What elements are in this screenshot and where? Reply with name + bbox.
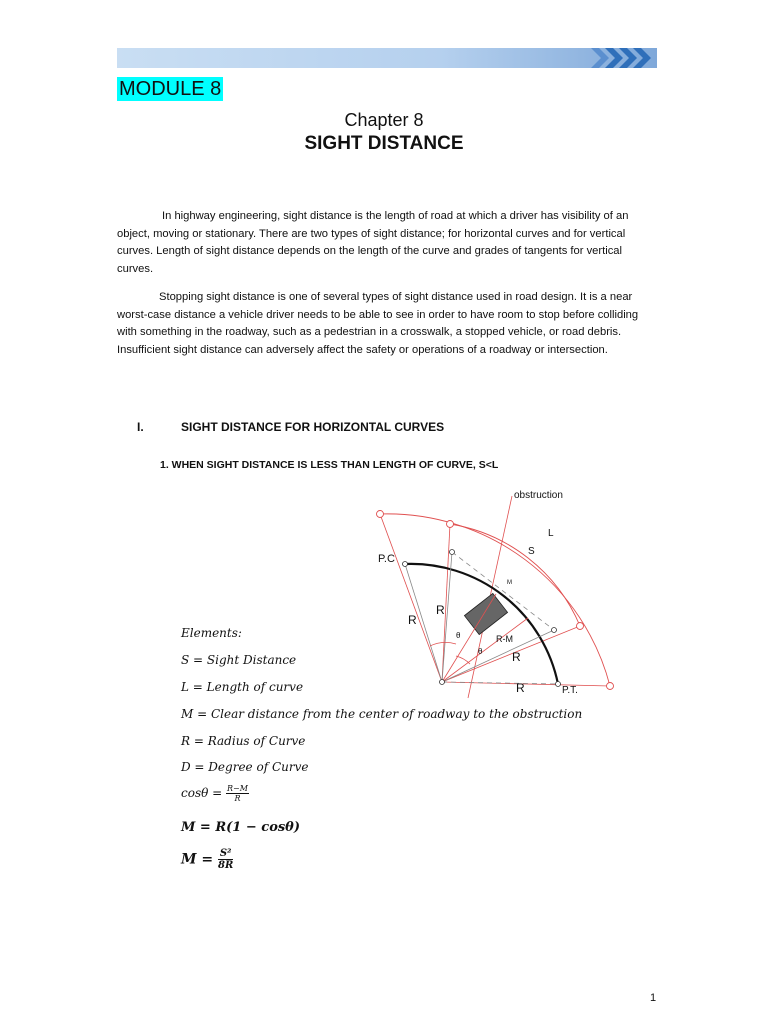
page-title: SIGHT DISTANCE — [304, 133, 464, 154]
label-R-inner: R — [436, 603, 445, 617]
label-M: M — [507, 580, 512, 586]
label-theta-1: θ — [456, 631, 461, 640]
section-number: I. — [137, 420, 144, 434]
label-PC: P.C — [378, 553, 395, 565]
cos-formula — [181, 784, 249, 803]
element-D: D = Degree of Curve — [181, 760, 309, 774]
cos-denominator: R — [234, 794, 241, 803]
formula-M-cos: M = R(1 − cosθ) — [181, 820, 301, 835]
subsection-title: 1. WHEN SIGHT DISTANCE IS LESS THAN LENGTH OF CURVE, S<L — [160, 459, 499, 471]
cos-numerator: R−M — [227, 784, 248, 793]
horizontal-curve-diagram — [370, 486, 628, 700]
module-label: MODULE 8 — [119, 78, 222, 100]
formula-M-lhs: M = — [181, 851, 218, 868]
intro-paragraph: In highway engineering, sight distance is the length of road at which a driver has visibility of an object, moving or stationary. There are two types of sight distance; for horizontal curves and for vertical curves. Length of sight distance depends on the length of the curve and grades of tangents for vertical curves. — [117, 210, 629, 275]
formula-M-fraction — [218, 848, 233, 871]
label-PT: P.T. — [562, 685, 578, 696]
chevron-arrows-icon — [591, 46, 661, 70]
element-M: M = Clear distance from the center of roadway to the obstruction — [181, 707, 583, 721]
element-S: S = Sight Distance — [181, 653, 297, 667]
formula-M-S — [181, 848, 233, 871]
label-L: L — [548, 528, 554, 539]
label-R-left: R — [408, 613, 417, 627]
chapter-heading: Chapter 8 — [344, 110, 424, 130]
label-R-M: R-M — [496, 634, 513, 644]
cos-lhs: cosθ = — [181, 786, 227, 800]
section-title: SIGHT DISTANCE FOR HORIZONTAL CURVES — [181, 420, 445, 434]
stopping-sight-paragraph: Stopping sight distance is one of several types of sight distance used in road design. It is a near worst-case distance a vehicle driver needs to be able to see in order to have room to stop before colliding with something in the roadway, such as a pedestrian in a crosswalk, a stopped vehicle, or road debris. Insufficient sight distance can adversely affect the safety or operations of a roadway or intersection. — [117, 291, 639, 356]
label-S: S — [528, 546, 535, 557]
label-R-right: R — [512, 650, 521, 664]
label-R-bottom: R — [516, 681, 525, 695]
element-R: R = Radius of Curve — [181, 734, 306, 748]
elements-heading: Elements: — [181, 626, 242, 640]
formula-M-numerator: S² — [219, 848, 232, 859]
label-obstruction: obstruction — [514, 490, 563, 501]
formula-M-denominator: 8R — [217, 860, 234, 871]
label-theta-2: θ — [478, 647, 483, 656]
cos-fraction — [226, 784, 249, 803]
page-number: 1 — [650, 992, 657, 1004]
header-bar — [117, 48, 657, 68]
element-L: L = Length of curve — [181, 680, 304, 694]
